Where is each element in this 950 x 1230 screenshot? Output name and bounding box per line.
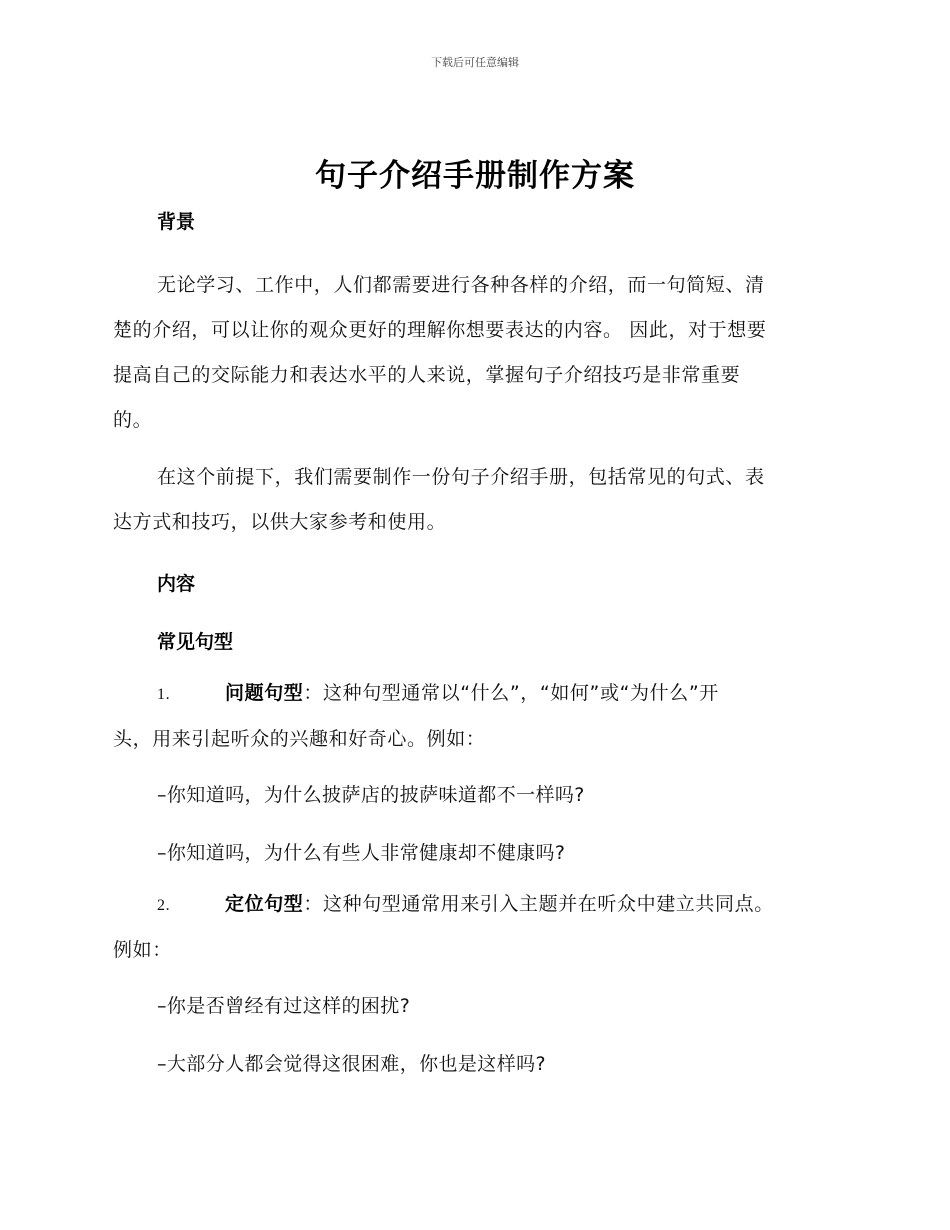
item-number: 1. bbox=[157, 686, 171, 703]
example-line: –你知道吗，为什么有些人非常健康却不健康吗? bbox=[157, 842, 566, 864]
example-line: –你是否曾经有过这样的困扰? bbox=[157, 995, 411, 1017]
item-description-continued: 头，用来引起听众的兴趣和好奇心。例如： bbox=[113, 728, 486, 750]
item-description: ：这种句型通常用来引入主题并在听众中建立共同点。 bbox=[303, 893, 774, 915]
paragraph-line: 楚的介绍，可以让你的观众更好的理解你想要表达的内容。 因此，对于想要 bbox=[113, 319, 767, 341]
item-description: ：这种句型通常以“什么”，“如何”或“为什么”开 bbox=[303, 682, 719, 704]
document-body bbox=[113, 205, 838, 1081]
example-line: –你知道吗，为什么披萨店的披萨味道都不一样吗? bbox=[157, 784, 585, 806]
paragraph-line: 无论学习、工作中，人们都需要进行各种各样的介绍，而一句简短、清 bbox=[157, 274, 765, 296]
document-title: 句子介绍手册制作方案 bbox=[315, 158, 635, 194]
item-number: 2. bbox=[157, 897, 171, 914]
section-heading-content: 内容 bbox=[157, 573, 196, 595]
paragraph-line: 达方式和技巧，以供大家参考和使用。 bbox=[113, 511, 447, 533]
numbered-item bbox=[113, 882, 838, 928]
paragraph bbox=[113, 455, 838, 545]
section-heading-background: 背景 bbox=[157, 211, 196, 233]
item-description-continued: 例如： bbox=[113, 939, 172, 961]
numbered-item bbox=[113, 671, 838, 717]
paragraph-line: 在这个前提下，我们需要制作一份句子介绍手册，包括常见的句式、表 bbox=[157, 466, 765, 488]
header-note: 下载后可任意编辑 bbox=[431, 56, 519, 69]
subheading-common-sentence-types: 常见句型 bbox=[157, 631, 234, 653]
paragraph bbox=[113, 263, 838, 443]
item-term: 定位句型 bbox=[225, 893, 304, 915]
paragraph-line: 提高自己的交际能力和表达水平的人来说，掌握句子介绍技巧是非常重要 bbox=[113, 364, 741, 386]
example-line: –大部分人都会觉得这很困难，你也是这样吗? bbox=[157, 1053, 546, 1075]
item-term: 问题句型 bbox=[225, 682, 304, 704]
paragraph-line: 的。 bbox=[113, 409, 153, 431]
